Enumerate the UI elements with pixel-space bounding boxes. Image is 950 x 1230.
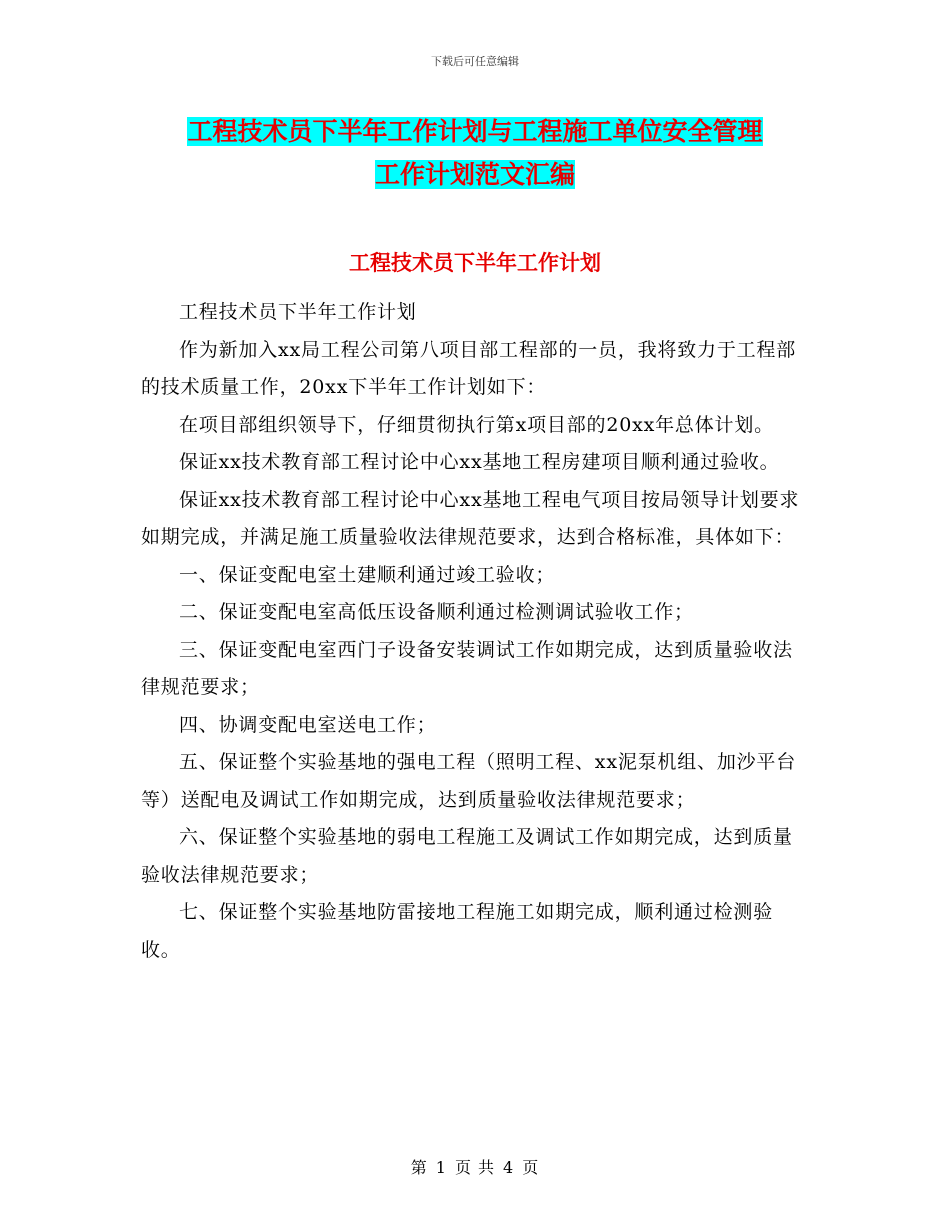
list-item: 四、协调变配电室送电工作； <box>179 713 437 736</box>
list-item: 五、保证整个实验基地的强电工程（照明工程、xx泥泵机组、加沙平台等）送配电及调试工作如期完成，达到质量验收法律规范要求； <box>141 751 797 811</box>
header-note: 下载后可任意编辑 <box>431 55 519 68</box>
paragraph: 工程技术员下半年工作计划 <box>179 301 417 323</box>
body-text <box>141 294 809 969</box>
paragraph: 保证xx技术教育部工程讨论中心xx基地工程房建项目顺利通过验收。 <box>179 451 780 473</box>
document-title <box>140 110 810 196</box>
list-item: 六、保证整个实验基地的弱电工程施工及调试工作如期完成，达到质量验收法律规范要求； <box>141 826 793 886</box>
page-footer <box>0 1155 950 1178</box>
document-title-line-2: 工作计划范文汇编 <box>374 160 575 189</box>
paragraph: 保证xx技术教育部工程讨论中心xx基地工程电气项目按局领导计划要求如期完成，并满足施工质量验收法律规范要求，达到合格标准，具体如下： <box>141 488 800 548</box>
list-item: 三、保证变配电室西门子设备安装调试工作如期完成，达到质量验收法律规范要求； <box>141 638 793 698</box>
document-title-line-1: 工程技术员下半年工作计划与工程施工单位安全管理 <box>187 117 763 146</box>
section-title: 工程技术员下半年工作计划 <box>349 251 601 275</box>
list-item: 七、保证整个实验基地防雷接地工程施工如期完成，顺利通过检测验收。 <box>141 901 774 961</box>
paragraph: 作为新加入xx局工程公司第八项目部工程部的一员，我将致力于工程部的技术质量工作，20xx下半年工作计划如下： <box>141 338 797 398</box>
footer-suffix: 页 <box>522 1158 540 1177</box>
list-item: 一、保证变配电室土建顺利通过竣工验收； <box>179 563 556 586</box>
list-item: 二、保证变配电室高低压设备顺利通过检测调试验收工作； <box>179 601 694 623</box>
total-page-count: 4 <box>503 1158 515 1177</box>
footer-prefix: 第 <box>410 1158 428 1177</box>
current-page-number: 1 <box>435 1158 447 1177</box>
footer-middle: 页 共 <box>454 1158 496 1177</box>
paragraph: 在项目部组织领导下，仔细贯彻执行第x项目部的20xx年总体计划。 <box>179 413 774 436</box>
